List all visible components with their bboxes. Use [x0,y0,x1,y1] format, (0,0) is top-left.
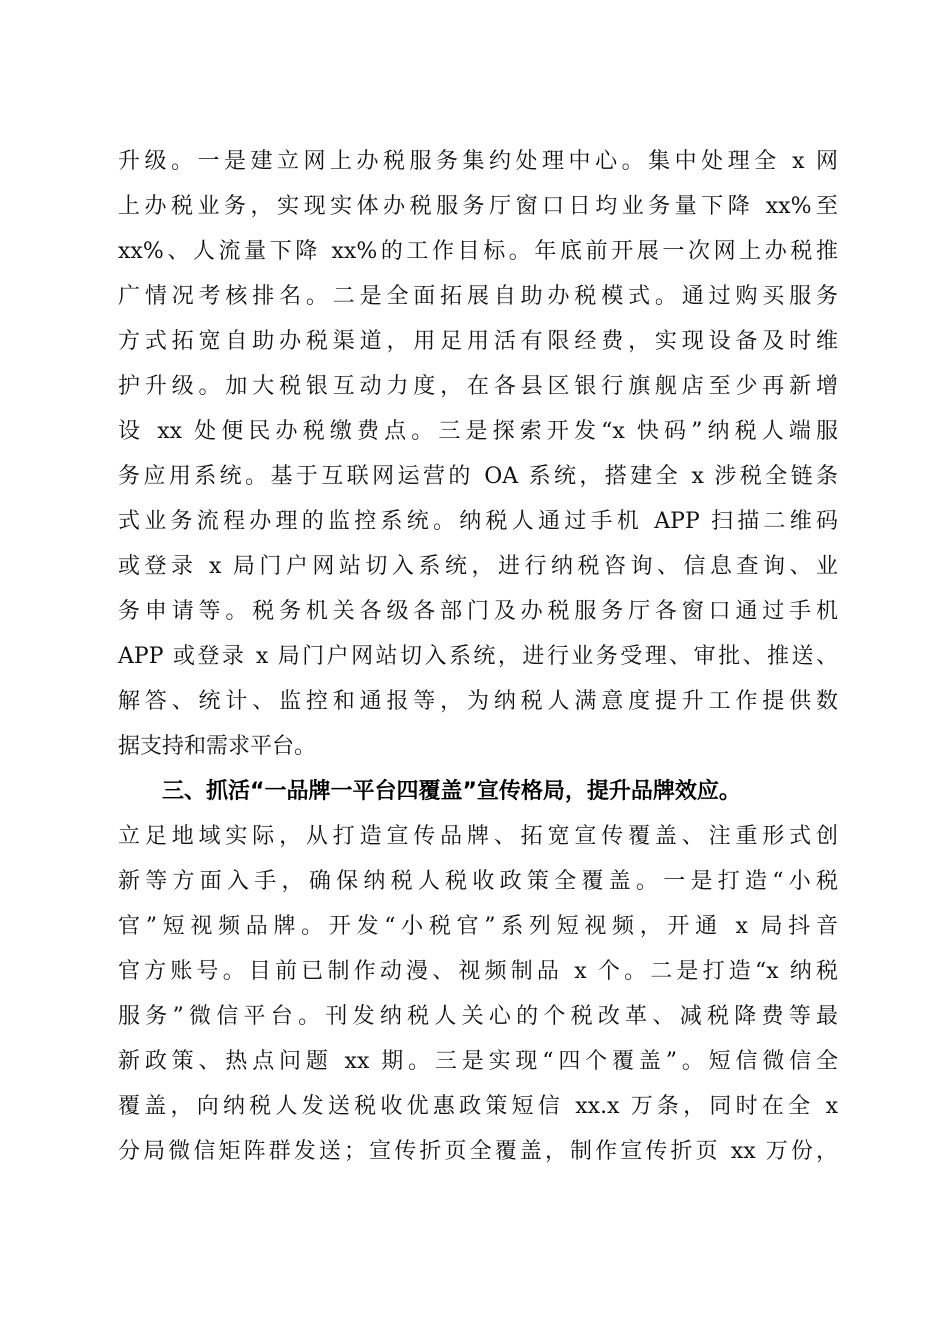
paragraph-2-line: 新等方面入手，确保纳税人税收政策全覆盖。一是打造“小税 [118,869,838,894]
paragraph-2-line: 分局微信矩阵群发送；宣传折页全覆盖，制作宣传折页 xx 万份， [118,1139,838,1164]
paragraph-1-line: 据支持和需求平台。 [118,734,317,759]
section-3-heading: 三、抓活“一品牌一平台四覆盖”宣传格局，提升品牌效应。 [162,779,741,804]
paragraph-1-line: 式业务流程办理的监控系统。纳税人通过手机 APP 扫描二维码 [118,509,838,534]
paragraph-1-line: 务申请等。税务机关各级各部门及办税服务厅各窗口通过手机 [118,599,838,624]
paragraph-2-line: 官”短视频品牌。开发“小税官”系列短视频，开通 x 局抖音 [118,914,838,939]
paragraph-1-line: xx%、人流量下降 xx%的工作目标。年底前开展一次网上办税推 [118,239,838,264]
paragraph-1-line: 设 xx 处便民办税缴费点。三是探索开发“x 快码”纳税人端服 [118,419,838,444]
paragraph-1-line: 护升级。加大税银互动力度，在各县区银行旗舰店至少再新增 [118,374,838,399]
paragraph-1-line: 解答、统计、监控和通报等，为纳税人满意度提升工作提供数 [118,689,838,714]
paragraph-1-line: 上办税业务，实现实体办税服务厅窗口日均业务量下降 xx%至 [118,194,838,219]
paragraph-2-line: 新政策、热点问题 xx 期。三是实现“四个覆盖”。短信微信全 [118,1049,838,1074]
paragraph-1-line: 或登录 x 局门户网站切入系统，进行纳税咨询、信息查询、业 [118,554,838,579]
paragraph-2-line: 官方账号。目前已制作动漫、视频制品 x 个。二是打造“x 纳税 [118,959,838,984]
paragraph-2-line: 覆盖，向纳税人发送税收优惠政策短信 xx.x 万条，同时在全 x [118,1094,838,1119]
paragraph-2-line: 服务”微信平台。刊发纳税人关心的个税改革、减税降费等最 [118,1004,838,1029]
paragraph-1-line: 务应用系统。基于互联网运营的 OA 系统，搭建全 x 涉税全链条 [118,464,838,489]
paragraph-1-line: 升级。一是建立网上办税服务集约处理中心。集中处理全 x 网 [118,149,838,174]
paragraph-2-line: 立足地域实际，从打造宣传品牌、拓宽宣传覆盖、注重形式创 [118,824,838,849]
paragraph-1-line: APP 或登录 x 局门户网站切入系统，进行业务受理、审批、推送、 [118,644,838,669]
paragraph-1-line: 广情况考核排名。二是全面拓展自助办税模式。通过购买服务 [118,284,838,309]
paragraph-1-line: 方式拓宽自助办税渠道，用足用活有限经费，实现设备及时维 [118,329,838,354]
